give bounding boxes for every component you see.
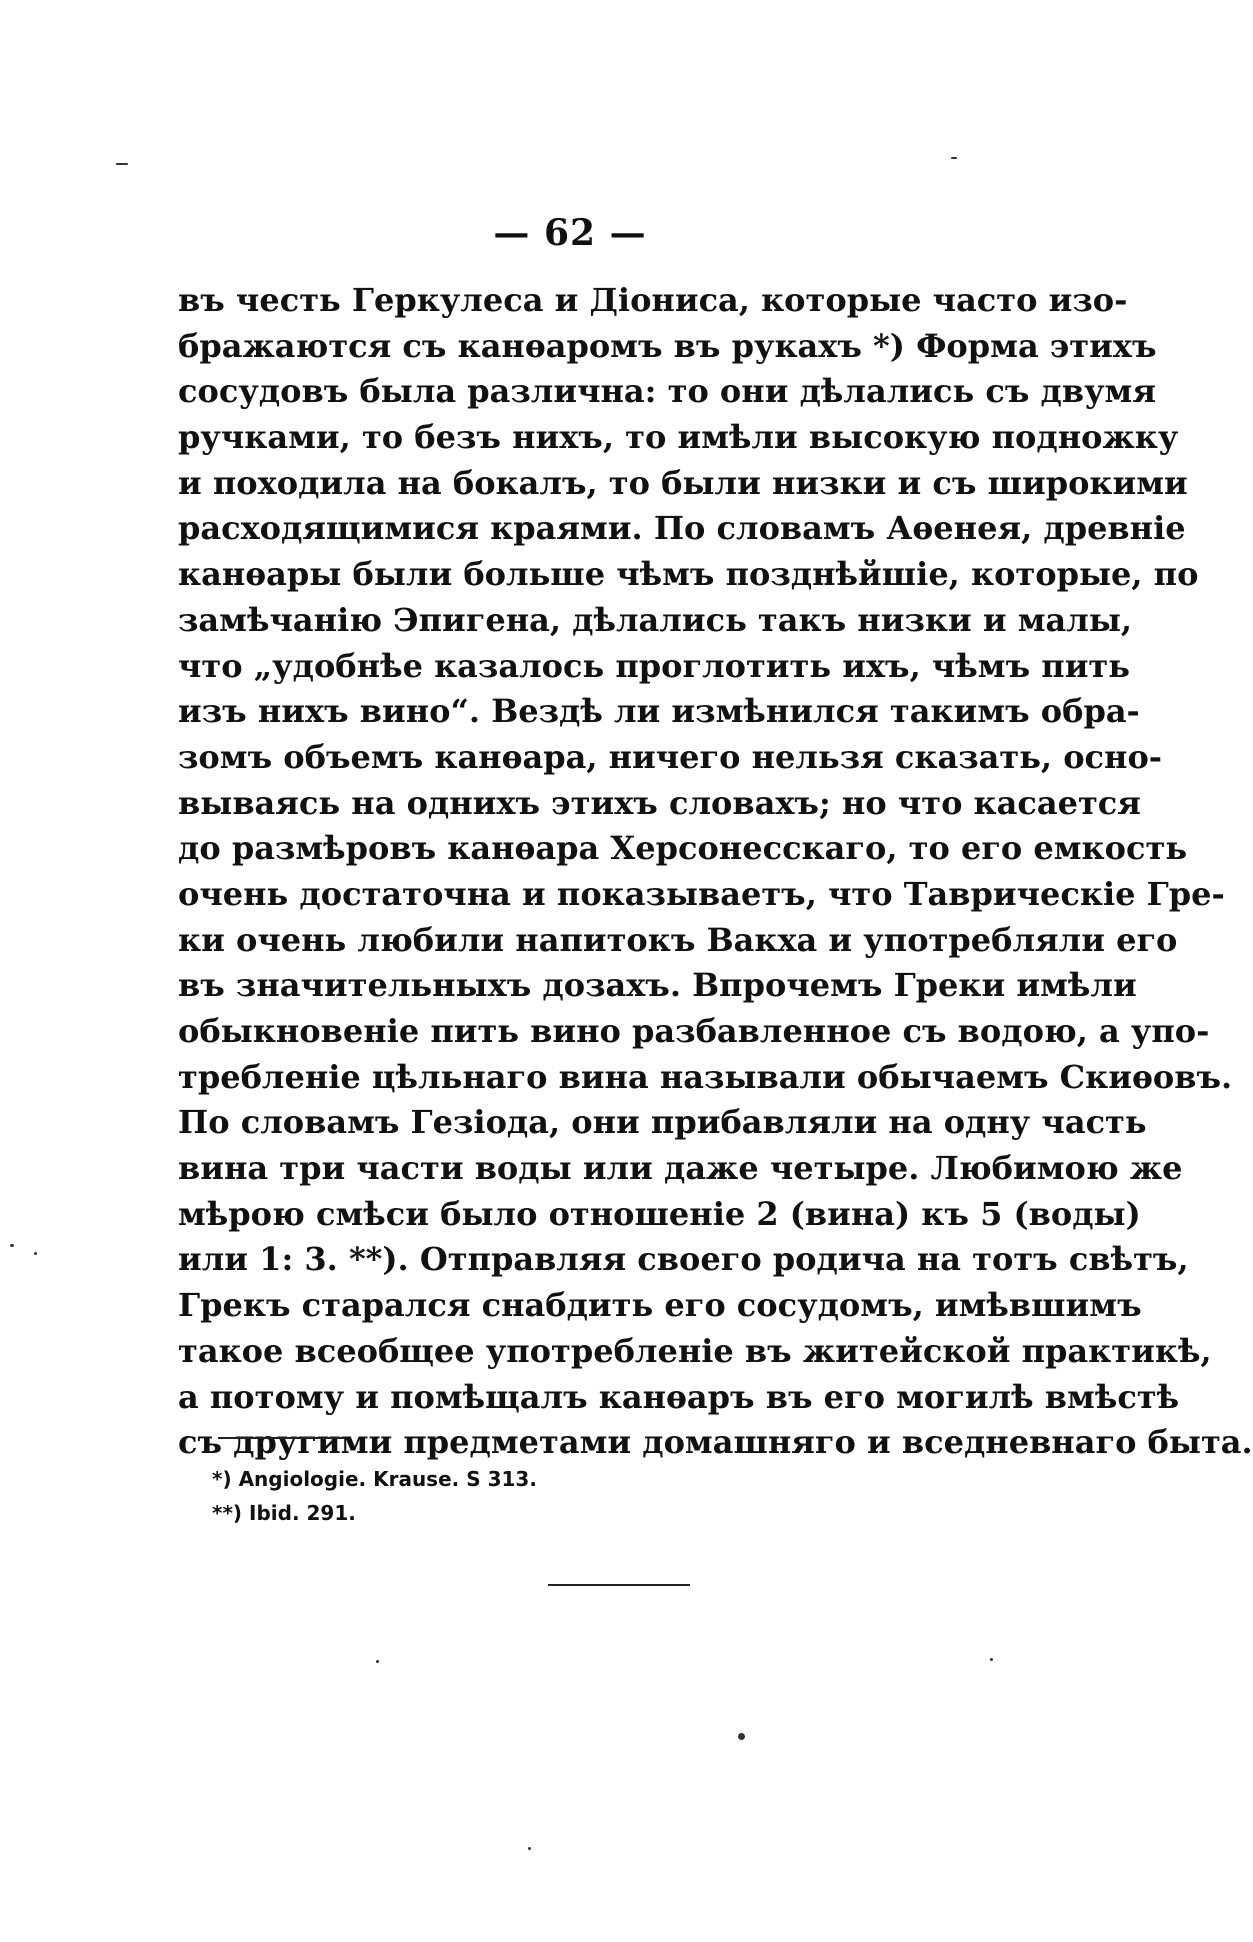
footnote: **) Ibid. 291. bbox=[212, 1501, 356, 1525]
text-line: бражаются съ канѳаромъ въ рукахъ *) Форма этихъ bbox=[178, 326, 1157, 365]
text-line: очень достаточна и показываетъ, что Таврическіе Гре- bbox=[178, 874, 1225, 913]
text-line: Грекъ старался снабдить его сосудомъ, имѣвшимъ bbox=[178, 1286, 1142, 1325]
text-line: зомъ объемъ канѳара, ничего нельзя сказать, осно- bbox=[178, 737, 1163, 776]
page-number: — 62 — bbox=[493, 212, 647, 254]
text-line: ки очень любили напитокъ Вакха и употребляли его bbox=[178, 920, 1178, 959]
scan-speck bbox=[951, 157, 957, 159]
text-line: въ значительныхъ дозахъ. Впрочемъ Греки имѣли bbox=[178, 966, 1137, 1005]
text-line: что „удобнѣе казалось проглотить ихъ, чѣмъ пить bbox=[178, 646, 1130, 685]
scan-speck bbox=[34, 1252, 37, 1255]
text-line: а потому и помѣщалъ канѳаръ въ его могилѣ вмѣстѣ bbox=[178, 1377, 1180, 1416]
text-line: изъ нихъ вино“. Вездѣ ли измѣнился такимъ обра- bbox=[178, 692, 1140, 731]
text-line: требленіе цѣльнаго вина называли обычаемъ Скиѳовъ. bbox=[178, 1057, 1233, 1096]
text-line: съ другими предметами домашняго и вседневнаго быта. bbox=[178, 1423, 1253, 1462]
text-line: такое всеобщее употребленіе въ житейской практикѣ, bbox=[178, 1331, 1212, 1370]
text-line: расходящимися краями. По словамъ Аѳенея, древніе bbox=[178, 509, 1186, 548]
footnote-separator bbox=[218, 1437, 344, 1439]
scan-speck bbox=[10, 1244, 14, 1247]
end-rule bbox=[548, 1584, 690, 1586]
scan-speck bbox=[376, 1660, 379, 1663]
text-line: въ честь Геркулеса и Діониса, которые часто изо- bbox=[178, 281, 1128, 319]
text-line: сосудовъ была различна: то они дѣлались съ двумя bbox=[178, 372, 1156, 411]
text-line: мѣрою смѣси было отношеніе 2 (вина) къ 5 (воды) bbox=[178, 1194, 1141, 1233]
text-line: ручками, то безъ нихъ, то имѣли высокую подножку bbox=[178, 418, 1179, 457]
text-line: вываясь на однихъ этихъ словахъ; но что касается bbox=[178, 783, 1141, 822]
text-line: вина три части воды или даже четыре. Любимою же bbox=[178, 1149, 1183, 1188]
text-line: канѳары были больше чѣмъ позднѣйшіе, которые, по bbox=[178, 555, 1199, 594]
scan-speck bbox=[738, 1733, 745, 1740]
text-line: до размѣровъ канѳара Херсонесскаго, то его емкость bbox=[178, 829, 1188, 868]
scan-speck bbox=[528, 1847, 531, 1850]
text-line: обыкновеніе пить вино разбавленное съ водою, а упо- bbox=[178, 1012, 1210, 1050]
text-line: или 1: 3. **). Отправляя своего родича на тотъ свѣтъ, bbox=[178, 1240, 1189, 1279]
text-line: замѣчанію Эпигена, дѣлались такъ низки и малы, bbox=[178, 600, 1133, 639]
text-line: По словамъ Гезіода, они прибавляли на одну часть bbox=[178, 1103, 1147, 1142]
body-text bbox=[178, 278, 1253, 1466]
footnote: *) Angiologie. Krause. S 313. bbox=[212, 1467, 537, 1491]
scan-speck bbox=[116, 163, 128, 165]
scan-speck bbox=[990, 1658, 993, 1661]
text-line: и походила на бокалъ, то были низки и съ широкими bbox=[178, 463, 1188, 502]
footnotes bbox=[212, 1462, 812, 1530]
